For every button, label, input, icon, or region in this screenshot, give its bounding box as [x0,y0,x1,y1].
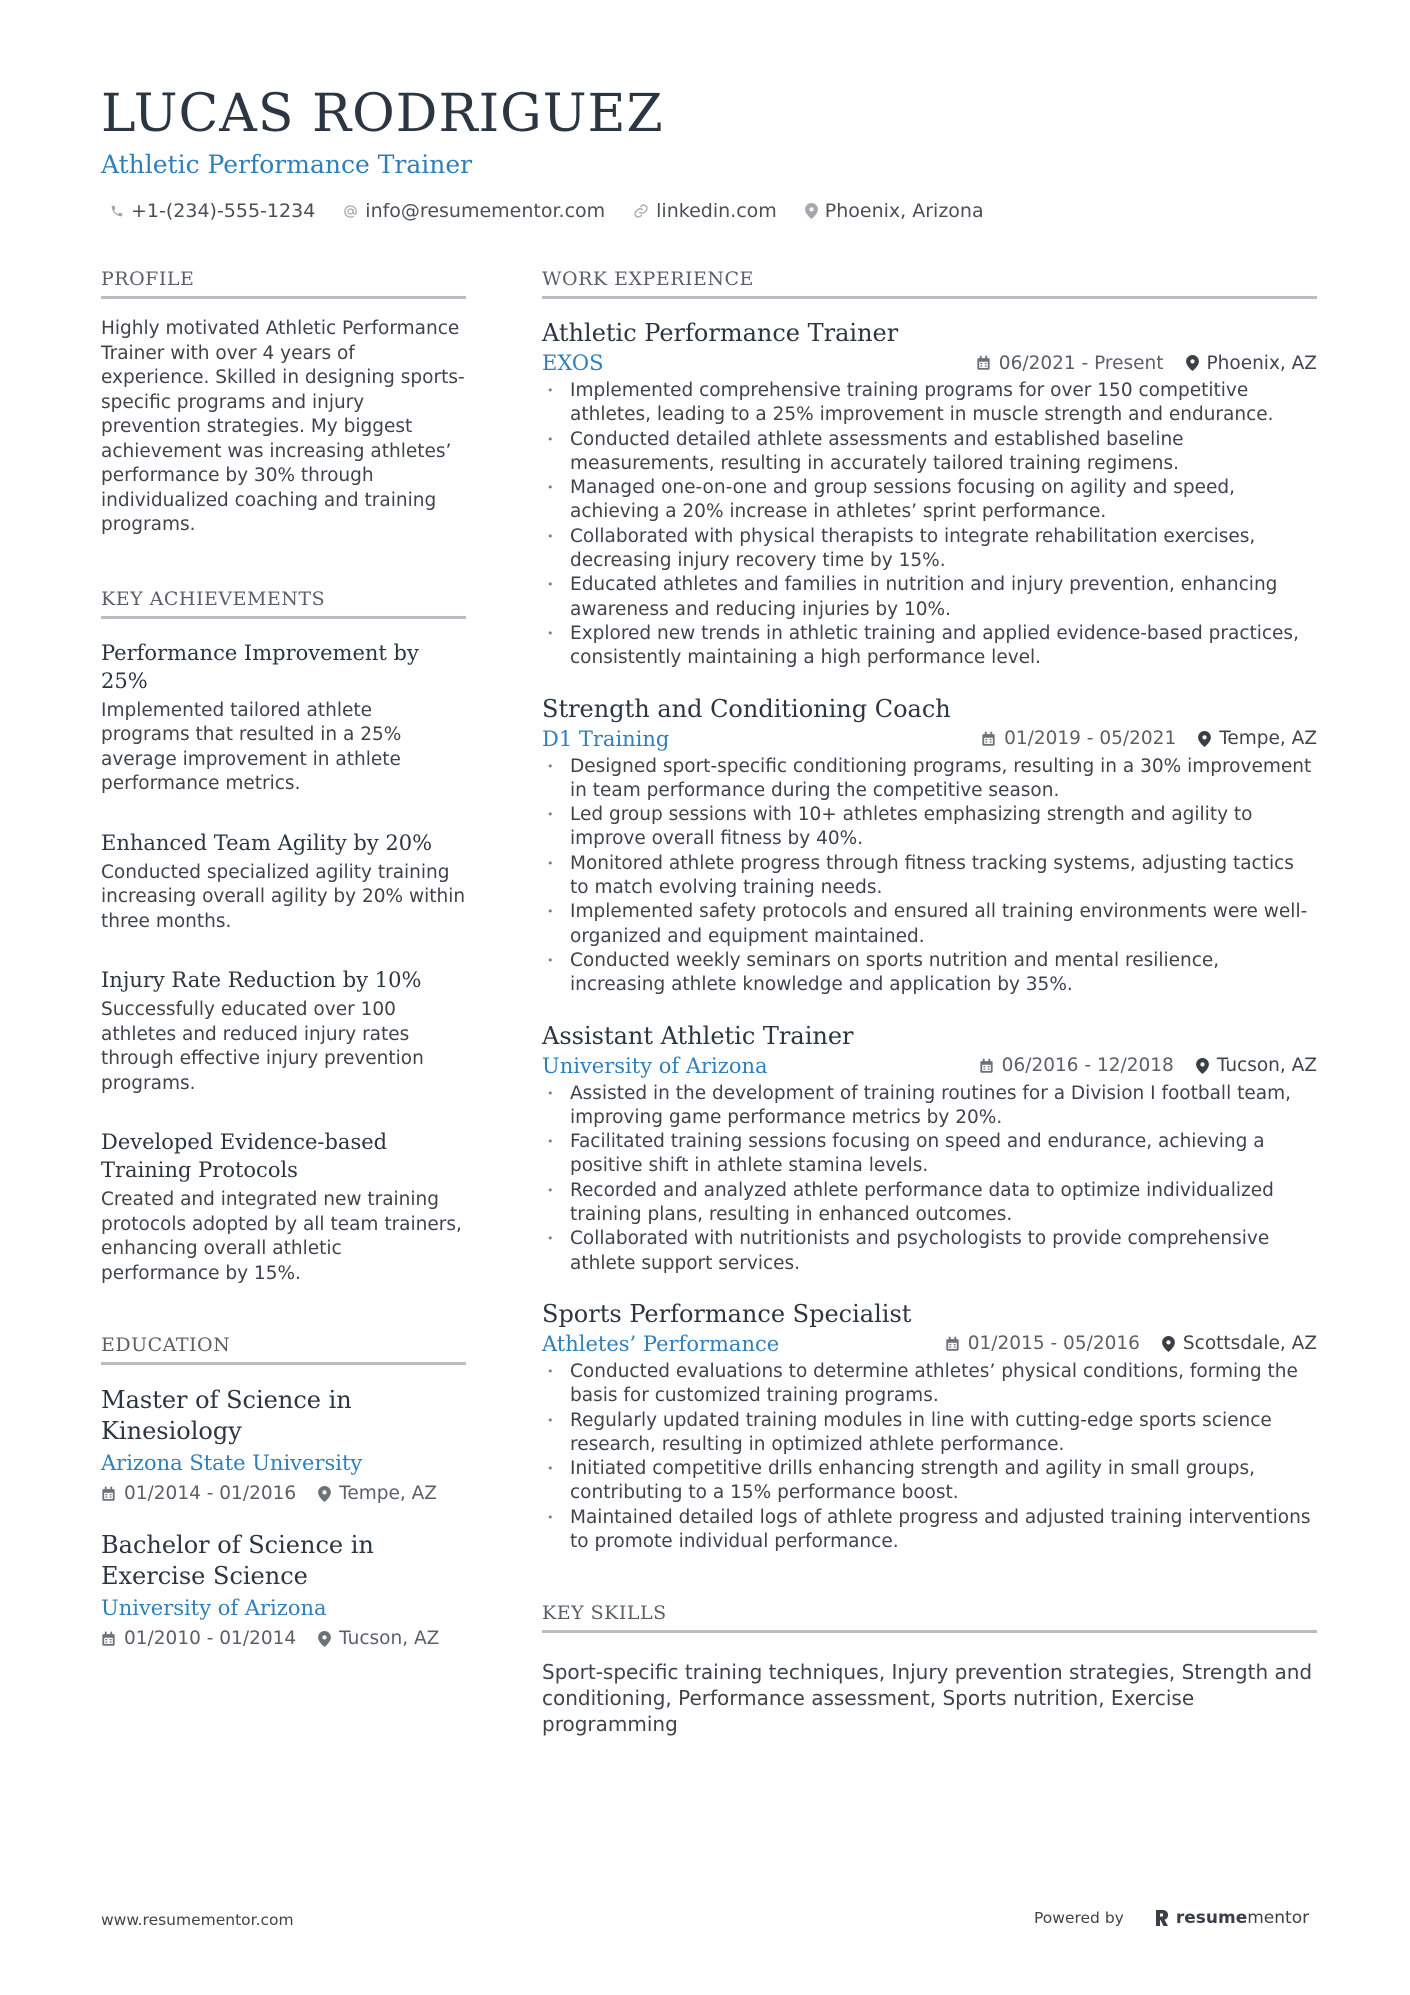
experience-heading: WORK EXPERIENCE [542,268,1317,299]
skills-text: Sport-specific training techniques, Injury prevention strategies, Strength and conditioning, Performance assessment, Sports nutrition, Exercise programming [542,1660,1313,1737]
location-pin-icon [318,1486,331,1502]
job-bullets [542,1360,1317,1554]
resumementor-logo-icon [1154,1909,1170,1927]
contact-email[interactable] [343,200,605,222]
job-meta-row [542,1054,1317,1078]
brand-logo[interactable] [1154,1908,1309,1928]
location-pin-icon [318,1631,331,1647]
job-bullet: • Conducted evaluations to determine athletes’ physical conditions, forming the basis for customized training programs. [542,1360,1317,1409]
contact-location [805,200,984,222]
job-bullet: • Educated athletes and families in nutrition and injury prevention, enhancing awareness and reducing injuries by 10%. [542,573,1317,622]
job-bullet: • Implemented safety protocols and ensured all training environments were well-organized and equipment maintained. [542,900,1317,949]
location-pin-icon [1198,731,1211,747]
achievement-item [101,639,466,797]
achievement-title: Performance Improvement by 25% [101,640,419,693]
footer-url[interactable]: www.resumementor.com [101,1911,294,1929]
job-location: Tucson, AZ [1216,1055,1317,1077]
profile-text: Highly motivated Athletic Performance Trainer with over 4 years of experience. Skilled in designing sports-specific programs and injury prevention strategies. My biggest achievement was increasing athletes’ performance by 30% through individualized coaching and training programs. [101,318,465,535]
job-dates: 01/2015 - 05/2016 [967,1333,1140,1355]
phone-icon [110,204,124,218]
achievement-item [101,829,466,935]
job-title: Assistant Athletic Trainer [542,1021,854,1050]
education-heading: EDUCATION [101,1334,466,1365]
job-dates: 06/2021 - Present [998,352,1164,374]
job-bullet: • Initiated competitive drills enhancing strength and agility in small groups, contributing to a 15% performance boost. [542,1457,1317,1506]
job-title: Sports Performance Specialist [542,1299,912,1328]
education-degree: Bachelor of Science in Exercise Science [101,1531,374,1590]
powered-by [1034,1908,1309,1928]
job-bullets [542,755,1317,998]
right-column [542,268,1317,1737]
achievement-title: Injury Rate Reduction by 10% [101,968,422,992]
job-dates: 06/2016 - 12/2018 [1001,1055,1174,1077]
education-location: Tucson, AZ [339,1628,440,1649]
education-meta [101,1483,466,1504]
linkedin-text: linkedin.com [656,200,777,222]
job-meta-row [542,727,1317,751]
email-text: info@resumementor.com [365,200,606,222]
education-item [101,1530,466,1649]
job-bullet: • Facilitated training sessions focusing on speed and endurance, achieving a positive shift in athlete stamina levels. [542,1130,1317,1179]
skills-heading: KEY SKILLS [542,1602,1317,1633]
achievement-desc: Successfully educated over 100 athletes and reduced injury rates through effective injury prevention programs. [101,999,424,1094]
education-school: University of Arizona [101,1596,327,1620]
education-school: Arizona State University [101,1451,363,1475]
job-bullet: • Recorded and analyzed athlete performance data to optimize individualized training plans, resulting in enhanced outcomes. [542,1179,1317,1228]
job-title: Athletic Performance Trainer [542,319,899,347]
achievements-heading: KEY ACHIEVEMENTS [101,588,466,619]
contact-linkedin[interactable] [633,200,777,222]
education-meta [101,1628,466,1649]
job-meta [945,1333,1317,1354]
job-entry [542,1020,1317,1276]
job-dates: 01/2019 - 05/2021 [1004,728,1177,750]
phone-text: +1-(234)-555-1234 [131,200,316,222]
achievement-desc: Created and integrated new training protocols adopted by all team trainers, enhancing overall athletic performance by 15%. [101,1189,462,1284]
job-bullet: • Managed one-on-one and group sessions focusing on agility and speed, achieving a 20% increase in athletes’ sprint performance. [542,476,1317,525]
calendar-icon [945,1336,960,1352]
brand-name-light: mentor [1247,1908,1310,1928]
job-company: Athletes’ Performance [542,1331,780,1356]
job-meta-row [542,351,1317,375]
education-dates: 01/2014 - 01/2016 [124,1483,297,1504]
achievement-title: Developed Evidence-based Training Protocols [101,1130,388,1182]
job-location: Phoenix, AZ [1206,352,1317,374]
job-bullet: • Monitored athlete progress through fitness tracking systems, adjusting tactics to match evolving training needs. [542,852,1317,901]
location-pin-icon [1162,1336,1175,1352]
job-bullet: • Collaborated with nutritionists and psychologists to provide comprehensive athlete support services. [542,1227,1317,1276]
job-location: Tempe, AZ [1219,728,1317,750]
left-column [101,268,466,1649]
calendar-icon [979,1058,994,1074]
job-bullet: • Collaborated with physical therapists to integrate rehabilitation exercises, decreasing injury recovery time by 15%. [542,525,1317,574]
education-item [101,1385,466,1504]
job-bullet: • Maintained detailed logs of athlete progress and adjusted training interventions to promote individual performance. [542,1506,1317,1555]
location-text: Phoenix, Arizona [824,200,984,222]
job-entry [542,1298,1317,1554]
achievement-item [101,966,466,1096]
job-bullet: • Assisted in the development of training routines for a Division I football team, improving game performance metrics by 20%. [542,1082,1317,1131]
calendar-icon [981,731,996,747]
profile-heading: PROFILE [101,268,466,299]
job-bullets [542,379,1317,671]
candidate-title: Athletic Performance Trainer [101,150,473,179]
job-bullet: • Led group sessions with 10+ athletes emphasizing strength and agility to improve overall fitness by 40%. [542,803,1317,852]
job-location: Scottsdale, AZ [1182,1333,1317,1355]
calendar-icon [976,355,991,371]
job-entry [542,317,1317,671]
job-bullet: • Conducted detailed athlete assessments and established baseline measurements, resulting in accurately tailored training regimens. [542,428,1317,477]
education-degree: Master of Science in Kinesiology [101,1386,352,1445]
job-bullet: • Designed sport-specific conditioning programs, resulting in a 30% improvement in team performance during the competitive season. [542,755,1317,804]
job-title: Strength and Conditioning Coach [542,694,951,723]
at-icon [343,204,358,219]
job-bullets [542,1082,1317,1276]
calendar-icon [101,1631,116,1647]
education-dates: 01/2010 - 01/2014 [124,1628,297,1649]
achievement-title: Enhanced Team Agility by 20% [101,830,433,855]
calendar-icon [101,1486,116,1502]
achievement-item [101,1128,466,1286]
job-bullet: • Regularly updated training modules in line with cutting-edge sports science research, resulting in optimized athlete performance. [542,1409,1317,1458]
job-company: EXOS [542,351,604,375]
location-pin-icon [1186,355,1199,371]
powered-by-label: Powered by [1034,1909,1124,1927]
link-icon [633,203,649,219]
contact-bar [110,200,1012,222]
education-location: Tempe, AZ [339,1483,437,1504]
achievement-desc: Conducted specialized agility training increasing overall agility by 20% within three months. [101,861,466,932]
job-meta [981,728,1317,749]
contact-phone[interactable] [110,200,315,222]
achievement-desc: Implemented tailored athlete programs that resulted in a 25% average improvement in athlete performance metrics. [101,699,402,794]
job-entry [542,693,1317,998]
location-pin-icon [1196,1058,1209,1074]
job-company: D1 Training [542,726,670,751]
job-meta [976,353,1317,374]
job-company: University of Arizona [542,1053,768,1078]
candidate-name: LUCAS RODRIGUEZ [101,84,664,144]
job-meta-row [542,1332,1317,1356]
job-bullet: • Conducted weekly seminars on sports nutrition and mental resilience, increasing athlete knowledge and application by 35%. [542,949,1317,998]
location-pin-icon [805,203,818,219]
job-bullet: • Explored new trends in athletic training and applied evidence-based practices, consistently maintaining a high performance level. [542,622,1317,671]
brand-name-bold: resume [1175,1908,1248,1928]
job-meta [979,1055,1317,1076]
job-bullet: • Implemented comprehensive training programs for over 150 competitive athletes, leading to a 25% improvement in muscle strength and endurance. [542,379,1317,428]
